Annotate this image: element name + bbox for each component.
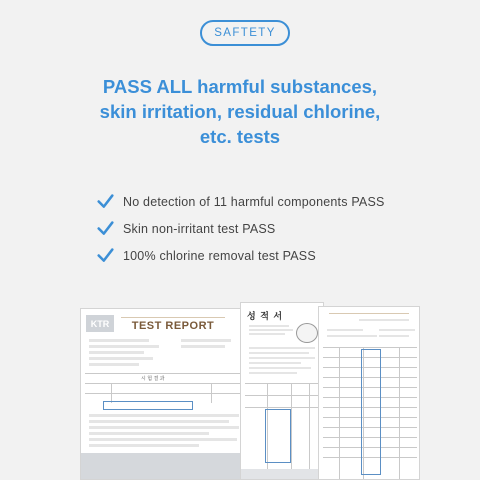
- check-icon: [97, 193, 114, 210]
- headline-line: PASS ALL harmful substances,: [102, 76, 378, 97]
- check-icon: [97, 220, 114, 237]
- test-report-document: [240, 302, 324, 480]
- list-item: [97, 215, 417, 242]
- report-title: 성 적 서: [247, 311, 284, 321]
- list-item: [97, 242, 417, 269]
- report-title: TEST REPORT: [131, 320, 215, 332]
- safety-badge-label: SAFTETY: [214, 27, 276, 39]
- ktr-logo: [86, 315, 114, 332]
- list-item: [97, 188, 417, 215]
- test-report-document: [318, 306, 420, 480]
- test-report-documents: [0, 300, 480, 480]
- check-text: Skin non-irritant test PASS: [123, 221, 276, 236]
- seal-icon: [296, 323, 318, 343]
- ktr-logo-text: KTR: [90, 318, 110, 329]
- result-section-label: 시 험 결 과: [141, 376, 165, 382]
- check-text: 100% chlorine removal test PASS: [123, 248, 316, 263]
- headline-line: skin irritation, residual chlorine,: [99, 101, 381, 122]
- headline-line: etc. tests: [199, 126, 281, 147]
- check-list: [97, 188, 417, 269]
- test-report-document: [80, 308, 248, 480]
- check-icon: [97, 247, 114, 264]
- check-text: No detection of 11 harmful components PASS: [123, 194, 385, 209]
- safety-badge: [200, 20, 290, 46]
- headline: [0, 74, 480, 149]
